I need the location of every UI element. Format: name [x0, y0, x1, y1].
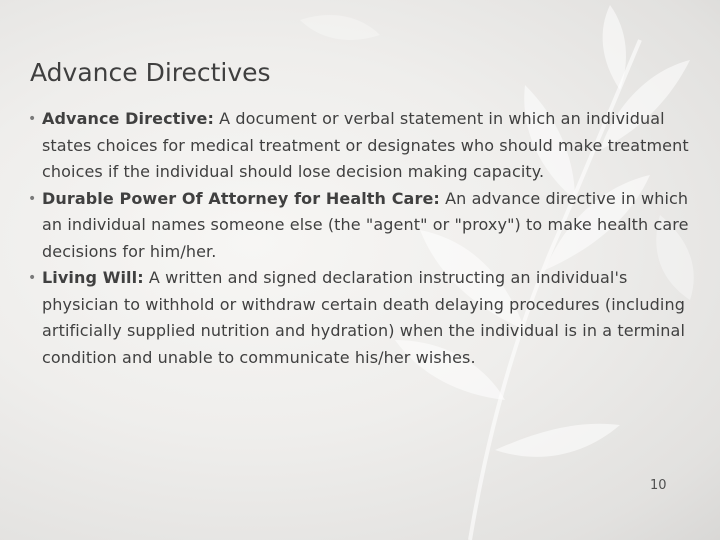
bullet-definition: A document or verbal statement in which an individual states choices for medical treatment or designates who should make treatment choices if the individual should lose decision making capacity.	[42, 109, 689, 181]
bullet-icon: •	[28, 270, 37, 286]
bullet-definition: An advance directive in which an individual names someone else (the "agent" or "proxy") to make health care decisions for him/her.	[42, 188, 689, 261]
bullet-icon: •	[28, 190, 37, 207]
bullet-term: Durable Power Of Attorney for Health Care:	[42, 188, 440, 208]
bullet-list	[28, 106, 696, 371]
bullet-term: Advance Directive:	[42, 109, 214, 128]
bullet-icon: •	[28, 111, 37, 127]
page-number: 10	[650, 478, 667, 493]
bullet-term: Living Will:	[42, 268, 144, 287]
slide-title: Advance Directives	[30, 58, 271, 87]
bullet-living-will	[28, 265, 696, 371]
bullet-definition: A written and signed declaration instructing an individual's physician to withhold or withdraw certain death delaying procedures (including artificially supplied nutrition and hydration) when the individual is in a terminal condition and unable to communicate his/her wishes.	[42, 268, 686, 367]
bullet-durable-power-of-attorney	[28, 186, 696, 266]
bullet-advance-directive	[28, 106, 696, 186]
